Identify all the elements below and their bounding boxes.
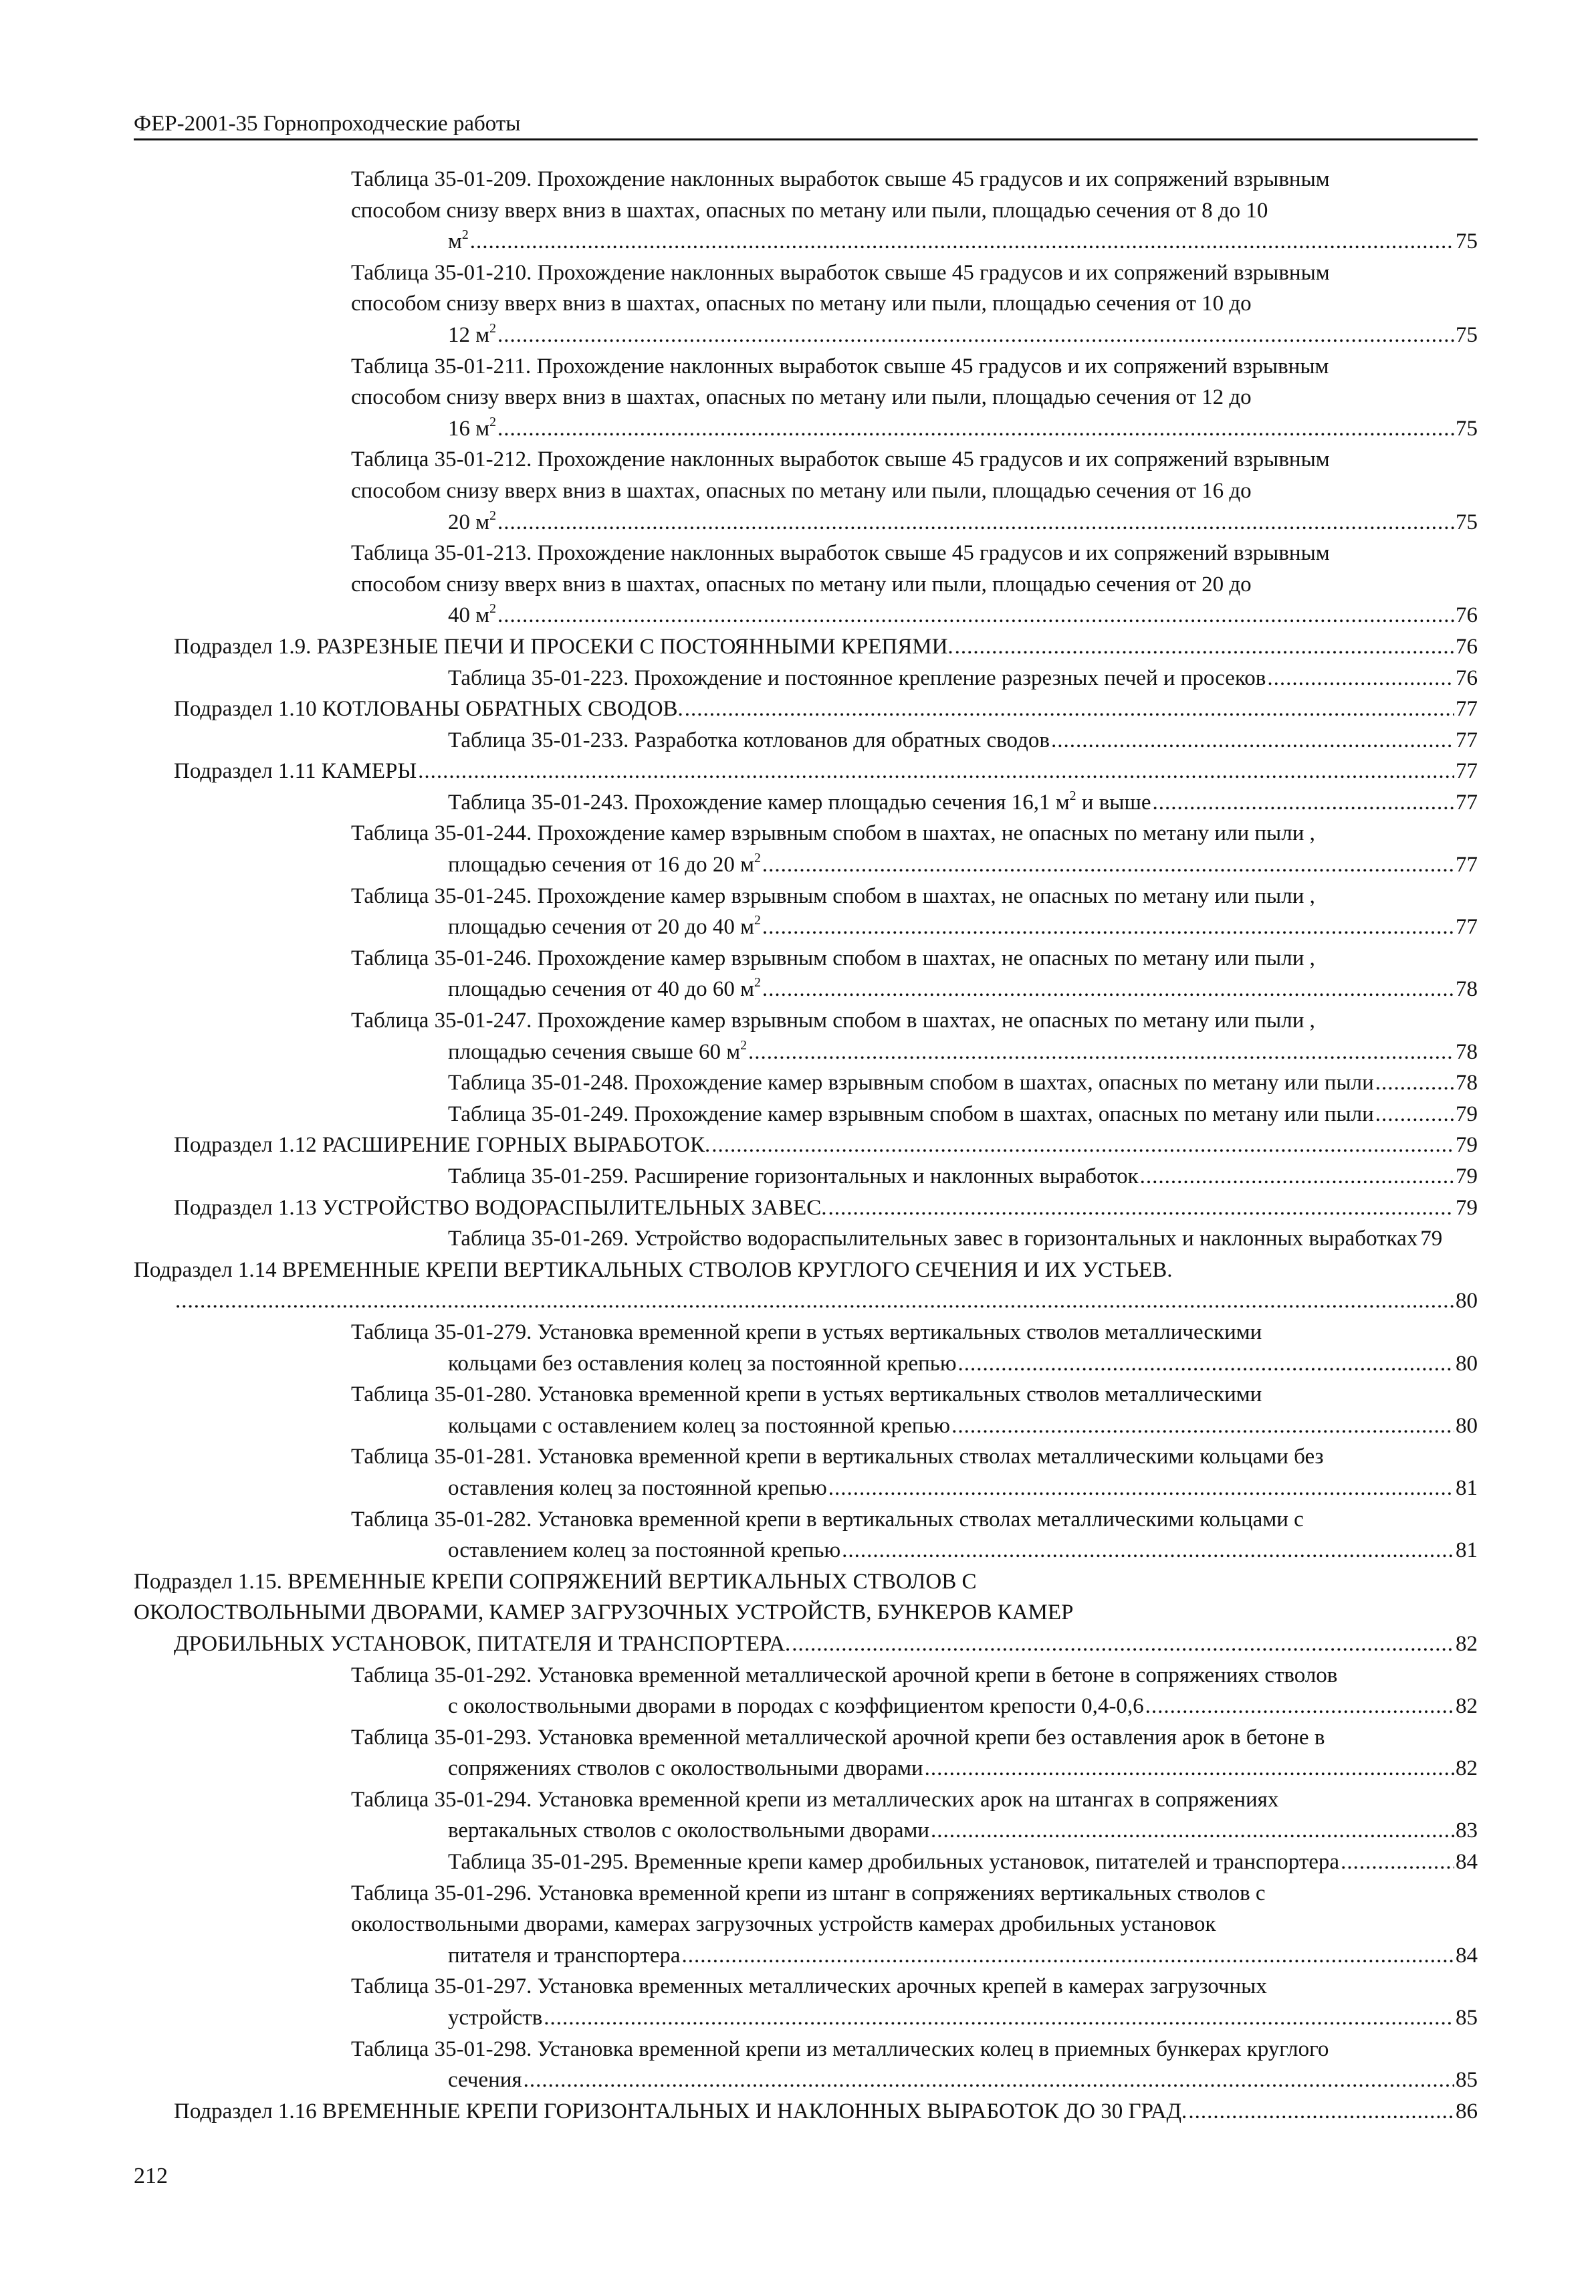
dot-leader (711, 1130, 1454, 1161)
entry-text-line: Таблица 35-01-212. Прохождение наклонных выработок свыше 45 градусов и их сопряжений взрывным (351, 447, 1330, 472)
page-ref: 82 (1456, 1694, 1478, 1719)
toc-table-entry[interactable] (134, 1847, 1478, 1878)
entry-text: Таблица 35-01-249. Прохождение камер взрывным спобом в шахтах, опасных по метану или пыли (448, 1102, 1374, 1126)
dot-leader (470, 226, 1454, 257)
entry-leader-line (448, 1348, 1478, 1380)
toc-table-entry[interactable] (134, 1317, 1478, 1379)
entry-text-line: Таблица 35-01-281. Установка временной крепи в вертикальных стволах металлическими кольцами без (351, 1445, 1324, 1469)
entry-leader-line (174, 1130, 1478, 1161)
page-ref: 79 (1456, 1133, 1478, 1158)
entry-text: Подраздел 1.10 КОТЛОВАНЫ ОБРАТНЫХ СВОДОВ. (174, 697, 683, 722)
toc-subsection-entry[interactable] (134, 1130, 1478, 1161)
entry-text-line: Таблица 35-01-244. Прохождение камер взрывным спобом в шахтах, не опасных по метану или пыли , (351, 821, 1315, 846)
entry-leader-line (448, 663, 1478, 694)
entry-text-line: Таблица 35-01-282. Установка временной крепи в вертикальных стволах металлическими кольцами с (351, 1507, 1304, 1532)
entry-leader-line (174, 2096, 1478, 2127)
entry-text: Таблица 35-01-259. Расширение горизонтальных и наклонных выработок (448, 1164, 1139, 1188)
toc-table-entry[interactable] (134, 1099, 1478, 1130)
entry-leader-line (448, 2065, 1478, 2096)
page-ref: 81 (1456, 1475, 1478, 1500)
entry-leader-line (448, 600, 1478, 631)
entry-leader-line (448, 912, 1478, 943)
toc-table-entry[interactable] (134, 881, 1478, 943)
toc-subsection-entry[interactable] (134, 1192, 1478, 1224)
page-ref: 82 (1456, 1756, 1478, 1781)
dot-leader (1375, 1099, 1454, 1130)
entry-text-line: Таблица 35-01-294. Установка временной крепи из металлических арок на штангах в сопряжениях (351, 1787, 1279, 1812)
dot-leader (955, 631, 1454, 663)
dot-leader (748, 1037, 1454, 1068)
dot-leader (1153, 787, 1454, 819)
toc-table-entry[interactable] (134, 2034, 1478, 2096)
entry-text-line: Таблица 35-01-292. Установка временной металлической арочной крепи в бетоне в сопряжениях стволов (351, 1663, 1338, 1687)
page-ref: 75 (1456, 322, 1478, 347)
superscript: 2 (754, 975, 761, 990)
toc-subsection-entry[interactable] (134, 1255, 1478, 1317)
page-ref: 76 (1456, 603, 1478, 628)
entry-leader-line (448, 1847, 1478, 1878)
toc-subsection-entry[interactable] (134, 2096, 1478, 2127)
entry-text: Таблица 35-01-233. Разработка котлованов для обратных сводов (448, 728, 1050, 752)
entry-text-line: околоствольными дворами, камерах загрузочных устройств камерах дробильных установок (351, 1912, 1216, 1937)
toc-table-entry[interactable] (134, 943, 1478, 1005)
dot-leader (1267, 663, 1454, 694)
entry-text: вертакальных стволов с околоствольными дворами (448, 1818, 930, 1843)
entry-leader-line (174, 631, 1478, 663)
toc-table-entry[interactable] (134, 1005, 1478, 1067)
page-ref: 77 (1456, 697, 1478, 722)
entry-text: с околоствольными дворами в породах с коэффициентом крепости 0,4-0,6 (448, 1694, 1144, 1719)
toc-subsection-entry[interactable] (134, 631, 1478, 663)
entry-text-line: способом снизу вверх вниз в шахтах, опасных по метану или пыли, площадью сечения от 12 до (351, 385, 1252, 410)
dot-leader (1341, 1847, 1454, 1878)
dot-leader (1051, 725, 1454, 756)
superscript: 2 (461, 227, 469, 243)
entry-text-line: способом снизу вверх вниз в шахтах, опасных по метану или пыли, площадью сечения от 8 до 10 (351, 198, 1268, 223)
entry-text: устройств (448, 2006, 543, 2030)
page-ref: 77 (1456, 759, 1478, 784)
running-title: ФЕР-2001-35 Горнопроходческие работы (134, 112, 521, 136)
page-ref: 76 (1456, 665, 1478, 690)
entry-leader-line (448, 1815, 1478, 1847)
page-ref: 75 (1456, 229, 1478, 254)
dot-leader (685, 694, 1454, 725)
entry-text-line: Таблица 35-01-293. Установка временной металлической арочной крепи без оставления арок в бетоне в (351, 1725, 1325, 1750)
superscript: 2 (489, 601, 497, 617)
entry-leader-line (448, 1535, 1478, 1566)
toc-table-entry[interactable] (134, 818, 1478, 880)
entry-leader-line (448, 2002, 1478, 2034)
entry-leader-line (448, 1099, 1478, 1130)
page-ref: 79 (1456, 1164, 1478, 1188)
entry-text: Подраздел 1.12 РАСШИРЕНИЕ ГОРНЫХ ВЫРАБОТОК. (174, 1133, 711, 1158)
entry-leader-line (174, 1285, 1478, 1317)
entry-text: 20 $м^2$ (448, 508, 497, 534)
page-ref: 77 (1456, 728, 1478, 752)
entry-text: Таблица 35-01-269. Устройство водораспылительных завес в горизонтальных и наклонных выработках (448, 1227, 1418, 1251)
superscript: 2 (489, 414, 497, 429)
entry-text: ДРОБИЛЬНЫХ УСТАНОВОК, ПИТАТЕЛЯ И ТРАНСПОРТЕРА. (174, 1631, 791, 1656)
entry-leader-line (174, 756, 1478, 787)
entry-text-line: Подраздел 1.14 ВРЕМЕННЫЕ КРЕПИ ВЕРТИКАЛЬНЫХ СТВОЛОВ КРУГЛОГО СЕЧЕНИЯ И ИХ УСТЬЕВ. (134, 1257, 1173, 1282)
toc-subsection-entry[interactable] (134, 756, 1478, 787)
page-ref: 85 (1456, 2006, 1478, 2030)
entry-leader-line (448, 507, 1478, 538)
page-ref: 75 (1456, 416, 1478, 441)
entry-text-line: Таблица 35-01-296. Установка временной крепи из штанг в сопряжениях вертикальных стволов с (351, 1881, 1266, 1905)
entry-text: оставлением колец за постоянной крепью (448, 1538, 841, 1563)
entry-text-line: Подраздел 1.15. ВРЕМЕННЫЕ КРЕПИ СОПРЯЖЕНИЙ ВЕРТИКАЛЬНЫХ СТВОЛОВ С (134, 1569, 977, 1594)
dot-leader (1375, 1067, 1454, 1099)
entry-leader-line (448, 320, 1478, 351)
dot-leader (762, 974, 1454, 1005)
entry-text-line: Таблица 35-01-279. Установка временной крепи в устьях вертикальных стволов металлическими (351, 1320, 1262, 1344)
page-ref: 81 (1456, 1538, 1478, 1563)
page-ref: 80 (1456, 1289, 1478, 1314)
page-ref: 79 (1456, 1195, 1478, 1220)
dot-leader (828, 1473, 1454, 1504)
toc-table-entry[interactable] (134, 1504, 1478, 1566)
entry-text: 40 $м^2$ (448, 601, 497, 628)
entry-text: площадью сечения от 40 до 60 $м^2$ (448, 975, 761, 1002)
entry-text: Подраздел 1.9. РАЗРЕЗНЫЕ ПЕЧИ И ПРОСЕКИ С ПОСТОЯННЫМИ КРЕПЯМИ. (174, 634, 953, 659)
entry-leader-line (448, 226, 1478, 257)
entry-text: сопряжениях стволов с околоствольными дворами (448, 1756, 923, 1781)
entry-text: 16 $м^2$ (448, 414, 497, 441)
entry-text-line: Таблица 35-01-280. Установка временной крепи в устьях вертикальных стволов металлическими (351, 1382, 1262, 1407)
toc-table-entry[interactable] (134, 1161, 1478, 1192)
entry-text-line: Таблица 35-01-246. Прохождение камер взрывным спобом в шахтах, не опасных по метану или пыли , (351, 946, 1315, 970)
entry-leader-line (448, 1473, 1478, 1504)
dot-leader (828, 1192, 1454, 1224)
page-ref: 79 (1456, 1102, 1478, 1126)
dot-leader (1140, 1161, 1454, 1192)
entry-leader-line (174, 694, 1478, 725)
toc-table-entry[interactable] (134, 1878, 1478, 1972)
superscript: 2 (754, 913, 761, 928)
entry-text: Таблица 35-01-295. Временные крепи камер дробильных установок, питателей и транспортера (448, 1850, 1340, 1875)
entry-text: площадью сечения от 20 до 40 $м^2$ (448, 913, 761, 940)
superscript: 2 (489, 321, 497, 336)
entry-leader-line (448, 787, 1478, 819)
page-ref: 76 (1456, 634, 1478, 659)
table-of-contents (134, 164, 1478, 2127)
page-ref: 79 (1420, 1227, 1443, 1251)
toc-table-entry[interactable] (134, 538, 1478, 631)
page-header (134, 110, 1478, 140)
dot-leader (925, 1753, 1454, 1784)
superscript: 2 (489, 508, 497, 523)
toc-table-entry[interactable] (134, 444, 1478, 538)
superscript: 2 (740, 1037, 748, 1053)
page-ref: 78 (1456, 977, 1478, 1002)
page-ref: 77 (1456, 915, 1478, 940)
dot-leader (418, 756, 1454, 787)
page-ref: 78 (1456, 1071, 1478, 1095)
toc-table-entry[interactable] (134, 1971, 1478, 2033)
toc-table-entry[interactable] (134, 1441, 1478, 1503)
entry-text: сечения (448, 2068, 522, 2093)
entry-text: площадью сечения от 16 до 20 $м^2$ (448, 851, 761, 877)
page-ref: 86 (1456, 2099, 1478, 2123)
toc-table-entry[interactable] (134, 1379, 1478, 1441)
page-ref: 77 (1456, 853, 1478, 877)
entry-leader-line (174, 1629, 1478, 1660)
toc-table-entry[interactable] (134, 1784, 1478, 1847)
entry-text-line: Таблица 35-01-298. Установка временной крепи из металлических колец в приемных бункерах круглого (351, 2037, 1329, 2061)
dot-leader (524, 2065, 1454, 2096)
dot-leader (1188, 2096, 1454, 2127)
toc-table-entry[interactable] (134, 351, 1478, 445)
entry-leader-line (174, 1192, 1478, 1224)
entry-leader-line (448, 1161, 1478, 1192)
entry-text: Подраздел 1.16 ВРЕМЕННЫЕ КРЕПИ ГОРИЗОНТАЛЬНЫХ И НАКЛОННЫХ ВЫРАБОТОК ДО 30 ГРАД. (174, 2099, 1187, 2123)
dot-leader (762, 912, 1454, 943)
page-ref: 82 (1456, 1631, 1478, 1656)
toc-table-entry[interactable] (134, 257, 1478, 351)
entry-text: кольцами без оставления колец за постоянной крепью (448, 1351, 957, 1376)
toc-subsection-entry[interactable] (134, 1566, 1478, 1660)
entry-text-line: способом снизу вверх вниз в шахтах, опасных по метану или пыли, площадью сечения от 10 до (351, 292, 1252, 316)
superscript: 2 (1069, 789, 1076, 804)
entry-text: питателя и транспортера (448, 1943, 681, 1968)
entry-text-line: Таблица 35-01-297. Установка временных металлических арочных крепей в камерах загрузочных (351, 1974, 1267, 1999)
entry-leader-line (448, 1691, 1478, 1722)
entry-text: оставления колец за постоянной крепью (448, 1475, 827, 1500)
entry-text-line: Таблица 35-01-211. Прохождение наклонных выработок свыше 45 градусов и их сопряжений взрывным (351, 354, 1329, 379)
entry-text: площадью сечения свыше 60 $м^2$ (448, 1037, 748, 1064)
page-ref: 78 (1456, 1039, 1478, 1064)
page-ref: 85 (1456, 2068, 1478, 2093)
dot-leader (762, 849, 1454, 881)
entry-text-line: Таблица 35-01-247. Прохождение камер взрывным спобом в шахтах, не опасных по метану или пыли , (351, 1009, 1315, 1033)
toc-table-entry[interactable] (134, 1223, 1478, 1255)
entry-leader-line (448, 413, 1478, 445)
entry-text: Подраздел 1.13 УСТРОЙСТВО ВОДОРАСПЫЛИТЕЛЬНЫХ ЗАВЕС. (174, 1195, 827, 1220)
toc-table-entry[interactable] (134, 1722, 1478, 1784)
toc-table-entry[interactable] (134, 1067, 1478, 1099)
entry-leader-line (448, 1037, 1478, 1068)
entry-leader-line (448, 1067, 1478, 1099)
dot-leader (958, 1348, 1455, 1380)
dot-leader (682, 1940, 1454, 1972)
dot-leader (1145, 1691, 1454, 1722)
dot-leader (175, 1285, 1454, 1317)
page-ref: 83 (1456, 1818, 1478, 1843)
toc-table-entry[interactable] (134, 787, 1478, 819)
entry-text: Таблица 35-01-243. Прохождение камер площадью сечения 16,1 $м^2$ и выше (448, 789, 1151, 815)
entry-leader-line (448, 1223, 1478, 1255)
dot-leader (497, 600, 1454, 631)
entry-text: $м^2$ (448, 227, 469, 254)
toc-table-entry[interactable] (134, 725, 1478, 756)
entry-leader-line (448, 1753, 1478, 1784)
entry-text: Таблица 35-01-248. Прохождение камер взрывным спобом в шахтах, опасных по метану или пыли (448, 1071, 1374, 1095)
dot-leader (544, 2002, 1454, 2034)
entry-leader-line (448, 1411, 1478, 1442)
entry-text: кольцами с оставлением колец за постоянной крепью (448, 1413, 951, 1438)
page-ref: 84 (1456, 1943, 1478, 1968)
page-ref: 80 (1456, 1413, 1478, 1438)
entry-text-line: Таблица 35-01-209. Прохождение наклонных выработок свыше 45 градусов и их сопряжений взрывным (351, 167, 1330, 191)
dot-leader (931, 1815, 1454, 1847)
page-ref: 80 (1456, 1351, 1478, 1376)
superscript: 2 (754, 851, 761, 866)
toc-table-entry[interactable] (134, 1660, 1478, 1722)
entry-leader-line (448, 725, 1478, 756)
page-ref: 77 (1456, 790, 1478, 815)
entry-leader-line (448, 1940, 1478, 1972)
dot-leader (497, 320, 1454, 351)
entry-text-line: Таблица 35-01-213. Прохождение наклонных выработок свыше 45 градусов и их сопряжений взрывным (351, 541, 1330, 566)
page-number: 212 (134, 2164, 168, 2188)
entry-text-line: способом снизу вверх вниз в шахтах, опасных по метану или пыли, площадью сечения от 20 до (351, 572, 1252, 597)
toc-subsection-entry[interactable] (134, 694, 1478, 725)
page-ref: 75 (1456, 510, 1478, 534)
toc-table-entry[interactable] (134, 663, 1478, 694)
entry-text-line: ОКОЛОСТВОЛЬНЫМИ ДВОРАМИ, КАМЕР ЗАГРУЗОЧНЫХ УСТРОЙСТВ, БУНКЕРОВ КАМЕР (134, 1600, 1074, 1625)
dot-leader (497, 507, 1454, 538)
entry-leader-line (448, 974, 1478, 1005)
dot-leader (497, 413, 1454, 445)
entry-text-line: Таблица 35-01-245. Прохождение камер взрывным спобом в шахтах, не опасных по метану или пыли , (351, 883, 1315, 908)
entry-text-line: способом снизу вверх вниз в шахтах, опасных по метану или пыли, площадью сечения от 16 до (351, 478, 1252, 503)
entry-text-line: Таблица 35-01-210. Прохождение наклонных выработок свыше 45 градусов и их сопряжений взрывным (351, 260, 1330, 285)
entry-text: Подраздел 1.11 КАМЕРЫ (174, 759, 417, 784)
entry-text: Таблица 35-01-223. Прохождение и постоянное крепление разрезных печей и просеков (448, 665, 1266, 690)
entry-leader-line (448, 849, 1478, 881)
dot-leader (842, 1535, 1454, 1566)
dot-leader (792, 1629, 1454, 1660)
entry-text: 12 $м^2$ (448, 321, 497, 347)
toc-table-entry[interactable] (134, 164, 1478, 257)
dot-leader (951, 1411, 1454, 1442)
page-ref: 84 (1456, 1850, 1478, 1875)
